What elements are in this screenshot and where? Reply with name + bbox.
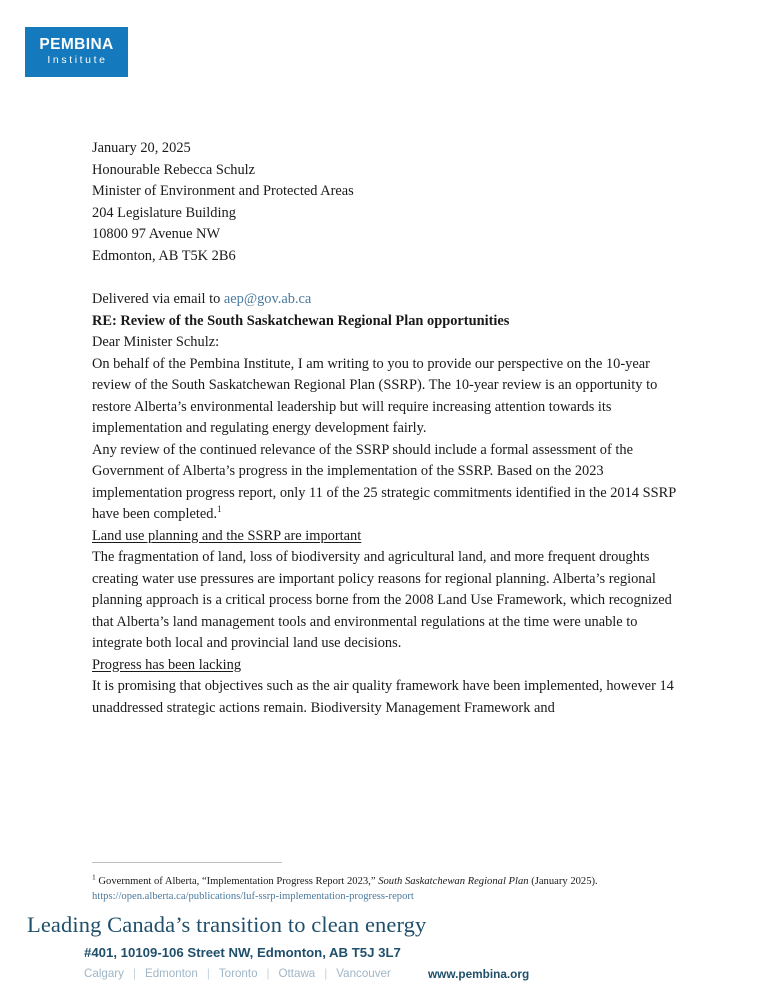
footer-office-cities — [84, 967, 391, 980]
footer-website-label: www.pembina.org — [428, 967, 530, 981]
recipient-address-block — [92, 160, 684, 268]
footer-city-vancouver: Vancouver — [336, 967, 391, 980]
footnote-publication-title: South Saskatchewan Regional Plan — [378, 876, 529, 887]
logo-wordmark: PEMBINA — [39, 35, 114, 53]
footnote-number: 1 — [92, 872, 96, 882]
footnote-1 — [92, 874, 684, 904]
footer-city-ottawa: Ottawa — [278, 967, 316, 980]
recipient-line-city: Edmonton, AB T5K 2B6 — [92, 247, 236, 264]
body-paragraph-2 — [92, 440, 684, 526]
section-heading-land-use: Land use planning and the SSRP are important — [92, 527, 362, 544]
recipient-line-title: Minister of Environment and Protected Areas — [92, 183, 354, 199]
delivery-note — [92, 289, 684, 311]
footnote-marker-1[interactable]: 1 — [217, 504, 222, 515]
footer-city-separator: | — [132, 967, 136, 980]
footnote-area — [92, 862, 684, 904]
footnote-separator-rule — [92, 862, 282, 863]
footer-city-separator: | — [324, 967, 328, 980]
footer-city-separator: | — [206, 967, 210, 980]
recipient-email-link[interactable]: aep@gov.ab.ca — [223, 291, 312, 307]
footer-website[interactable] — [428, 967, 529, 981]
letter-subject: RE: Review of the South Saskatchewan Regional Plan opportunities — [92, 312, 510, 329]
delivery-note-prefix: Delivered via email to — [92, 291, 224, 307]
footer-tagline: Leading Canada’s transition to clean energy — [27, 912, 427, 937]
footer-city-calgary: Calgary — [84, 967, 124, 980]
letter-body — [92, 138, 684, 719]
letter-salutation: Dear Minister Schulz: — [92, 334, 220, 350]
section-heading-progress: Progress has been lacking — [92, 656, 242, 673]
logo-subword: Institute — [47, 54, 108, 67]
body-paragraph-2-text: Any review of the continued relevance of the SSRP should include a formal assessment of the Government of Alberta’s progress in the implementation of the SSRP. Based on the 2023 implementation progress report, only 11 of the 25 strategic commitments identified in the 2014 SSRP have been completed. — [92, 441, 676, 522]
letter-date: January 20, 2025 — [92, 140, 191, 156]
footnote-text-after: (January 2025). — [528, 876, 598, 887]
body-paragraph-4: It is promising that objectives such as the air quality framework have been implemented, however 14 unaddressed strategic actions remain. Biodiversity Management Framework and — [92, 678, 674, 716]
footer-city-separator: | — [266, 967, 270, 980]
recipient-line-street: 10800 97 Avenue NW — [92, 226, 221, 242]
body-paragraph-1: On behalf of the Pembina Institute, I am writing to you to provide our perspective on the 10-year review of the South Saskatchewan Regional Plan (SSRP). The 10-year review is an opportunity to restore Alberta’s environmental leadership but will require increasing attention towards its implementation and regulating energy development fairly. — [92, 355, 658, 436]
body-paragraph-3: The fragmentation of land, loss of biodiversity and agricultural land, and more frequent droughts creating water use pressures are important policy reasons for regional planning. Alberta’s regional planning approach is a critical process borne from the 2008 Land Use Framework, which recognized that Alberta’s land management tools and environmental regulations at the time were unable to integrate both local and provincial land use decisions. — [92, 549, 672, 651]
pembina-institute-logo — [25, 27, 128, 77]
recipient-line-name: Honourable Rebecca Schulz — [92, 161, 256, 178]
recipient-line-building: 204 Legislature Building — [92, 204, 236, 221]
footer-city-toronto: Toronto — [218, 967, 258, 980]
footer-city-edmonton: Edmonton — [144, 967, 198, 980]
footnote-url-link[interactable]: https://open.alberta.ca/publications/luf-ssrp-implementation-progress-report — [92, 891, 414, 902]
footnote-text-before: Government of Alberta, “Implementation Progress Report 2023,” — [95, 876, 379, 887]
footer-address: #401, 10109-106 Street NW, Edmonton, AB T5J 3L7 — [84, 945, 401, 960]
